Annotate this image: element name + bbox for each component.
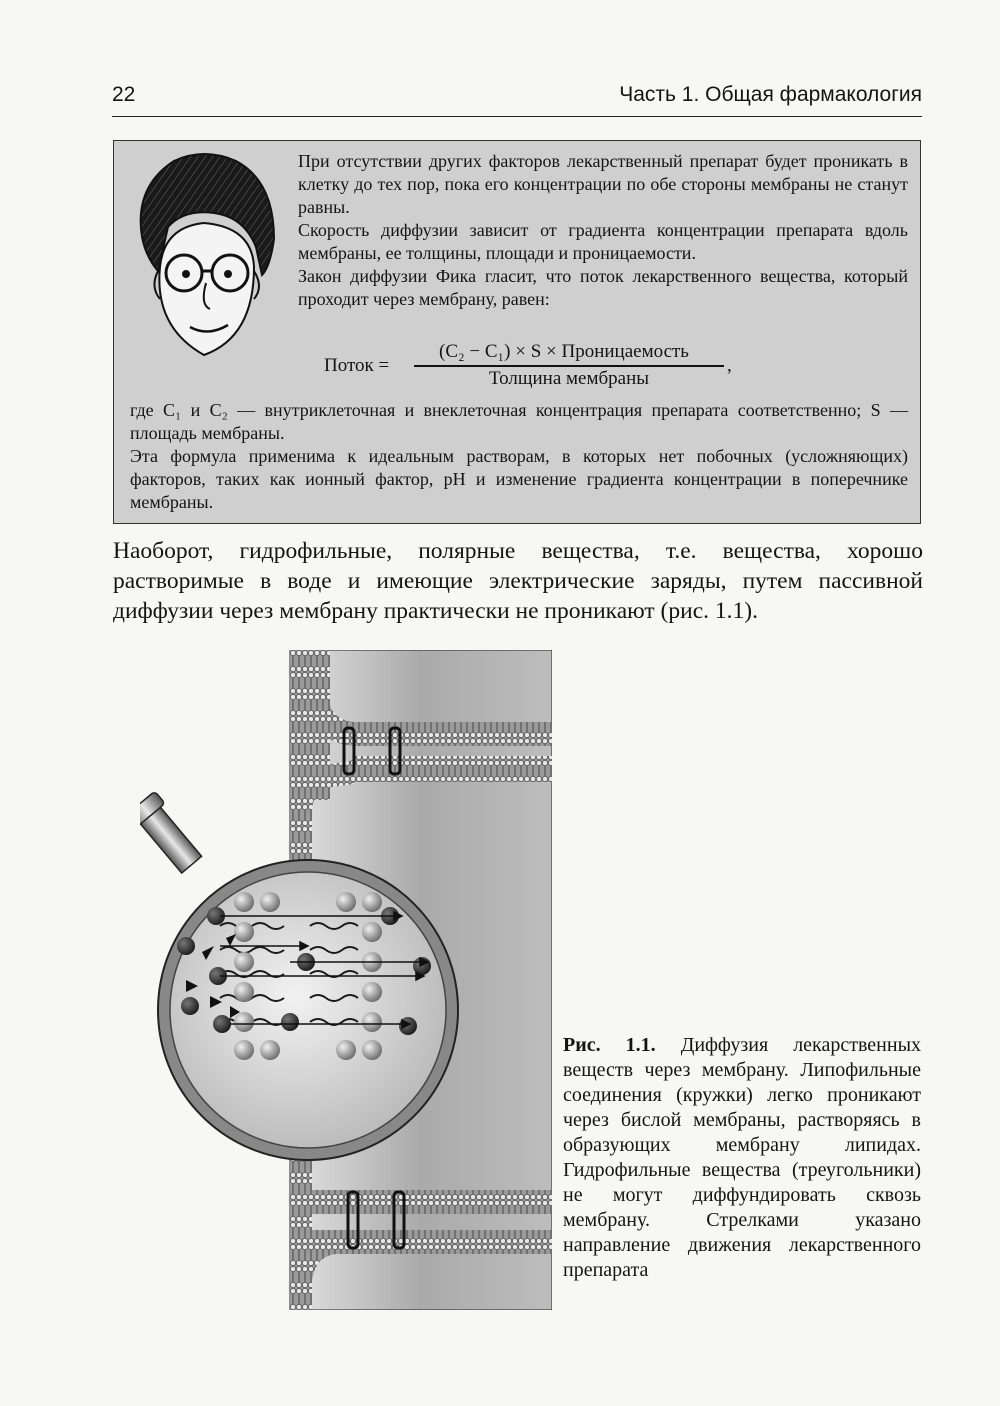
infobox-paragraph-2: Скорость диффузии зависит от градиента концентрации препарата вдоль мембраны, ее толщины, площади и проницаемости. <box>298 220 908 263</box>
figure-caption-label: Рис. 1.1. <box>563 1034 656 1056</box>
infobox-paragraph-3: Закон диффузии Фика гласит, что поток лекарственного вещества, который проходит через мембрану, равен: <box>298 266 908 309</box>
figure-caption <box>563 1033 921 1283</box>
infobox-text-top <box>298 150 908 311</box>
formula-fraction-bar <box>414 365 724 367</box>
formula-label: Поток = <box>324 355 390 376</box>
running-head: Часть 1. Общая фармакология <box>619 83 922 106</box>
membrane-diffusion-illustration <box>140 650 552 1310</box>
figure-caption-text: Диффузия лекарственных веществ через мембрану. Липофильные соединения (кружки) легко проникают через бислой мембраны, растворяясь в образующих мембрану липидах. Гидрофильные вещества (треугольники) не могут диффундировать сквозь мембрану. Стрелками указано направление движения лекарственного препарата <box>563 1034 922 1281</box>
info-box <box>113 140 921 524</box>
infobox-paragraph-1: При отсутствии других факторов лекарственный препарат будет проникать в клетку до тех пор, пока его концентрации по обе стороны мембраны не станут равны. <box>298 151 908 217</box>
infobox-text-bottom <box>130 399 908 514</box>
page-number: 22 <box>112 83 136 106</box>
formula-denominator: Толщина мембраны <box>488 368 650 389</box>
page-header <box>112 80 922 117</box>
formula-numerator: (C₂ − C₁) × S × Проницаемость <box>439 341 689 362</box>
body-paragraph: Наоборот, гидрофильные, полярные вещества, т.е. вещества, хорошо растворимые в воде и имеющие электрические заряды, путем пассивной диффузии через мембрану практически не проникают (рис. 1.1). <box>113 538 923 624</box>
fick-formula <box>324 341 744 389</box>
infobox-where-line: где C₁ и C₂ — внутриклеточная и внеклеточная концентрация препарата соответственно; S — площадь мембраны. <box>130 400 908 443</box>
infobox-paragraph-4: Эта формула применима к идеальным растворам, в которых нет побочных (усложняющих) факторов, таких как ионный фактор, pH и изменение градиента концентрации в поперечнике мембраны. <box>130 446 908 512</box>
portrait-illustration <box>124 147 284 361</box>
formula-comma: , <box>727 355 732 376</box>
